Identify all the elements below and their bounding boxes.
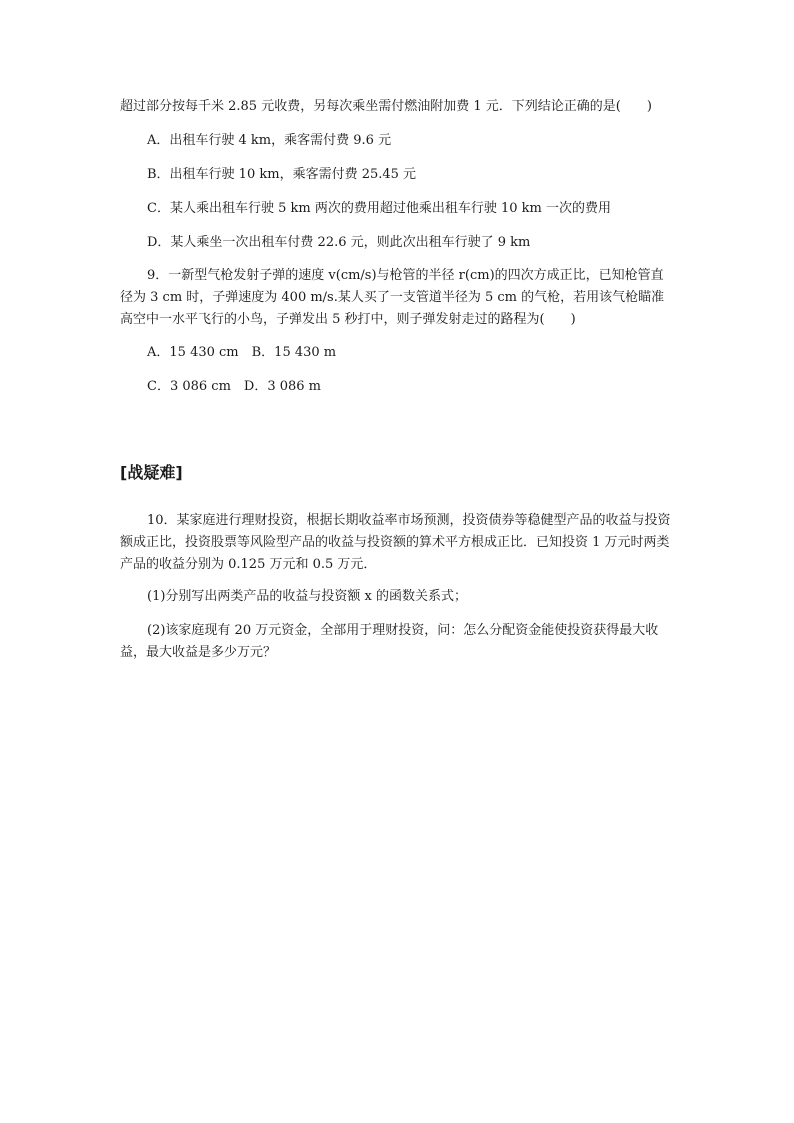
q8-option-c: C．某人乘出租车行驶 5 km 两次的费用超过他乘出租车行驶 10 km 一次的费用 [147,201,611,216]
q8-option-b: B．出租车行驶 10 km，乘客需付费 25.45 元 [147,167,417,182]
q10-part-2: (2)该家庭现有 20 万元资金，全部用于理财投资，问：怎么分配资金能使投资获得最大收益，最大收益是多少万元？ [120,623,659,660]
q9-options-ab: A．15 430 cm B．15 430 m [147,345,337,360]
q9-stem: 9．一新型气枪发射子弹的速度 v(cm/s)与枪管的半径 r(cm)的四次方成正比，已知枪管直径为 3 cm 时，子弹速度为 400 m/s.某人买了一支管道半径为 5 cm 的气枪，若用该气枪瞄准高空中一水平飞行的小鸟，子弹发出 5 秒打中，则子弹发射走过的路程为( ) [120,268,665,327]
q8-option-a: A．出租车行驶 4 km，乘客需付费 9.6 元 [147,133,392,148]
q10-part-1: (1)分别写出两类产品的收益与投资额 x 的函数关系式； [147,589,468,604]
q8-stem-continuation: 超过部分按每千米 2.85 元收费，另每次乘坐需付燃油附加费 1 元．下列结论正确的是( ) [120,99,652,114]
section-heading: [战疑难] [120,463,183,482]
q10-stem: 10．某家庭进行理财投资，根据长期收益率市场预测，投资债券等稳健型产品的收益与投资额成正比，投资股票等风险型产品的收益与投资额的算术平方根成正比．已知投资 1 万元时两类产品的收益分别为 0.125 万元和 0.5 万元． [120,513,671,572]
q8-option-d: D．某人乘坐一次出租车付费 22.6 元，则此次出租车行驶了 9 km [147,235,531,250]
q9-options-cd: C．3 086 cm D．3 086 m [147,379,322,394]
